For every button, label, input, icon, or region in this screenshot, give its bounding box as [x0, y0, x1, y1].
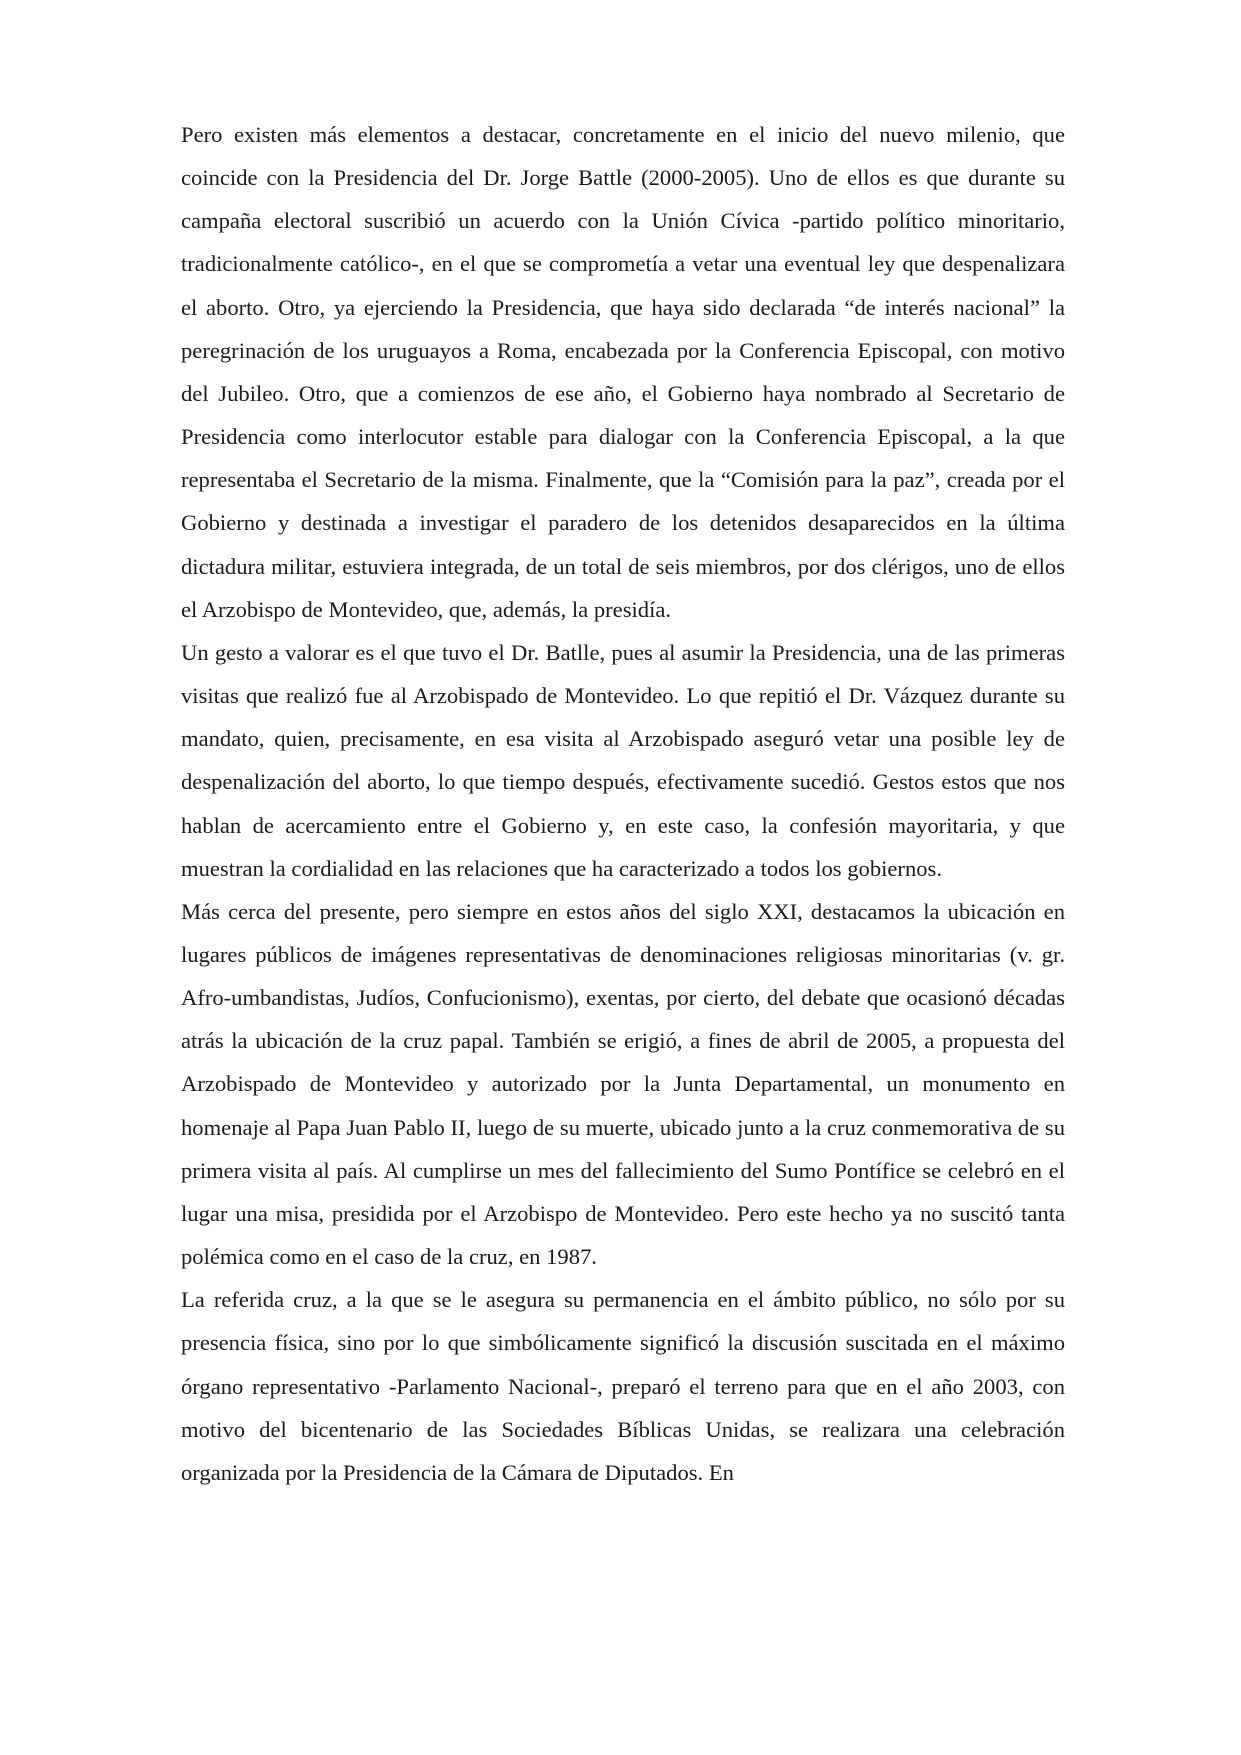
- paragraph-1: Pero existen más elementos a destacar, concretamente en el inicio del nuevo milenio, que coincide con la Presidencia del Dr. Jorge Battle (2000-2005). Uno de ellos es que durante su campaña electoral suscribió un acuerdo con la Unión Cívica -partido político minoritario, tradicionalmente católico-, en el que se comprometía a vetar una eventual ley que despenalizara el aborto. Otro, ya ejerciendo la Presidencia, que haya sido declarada “de interés nacional” la peregrinación de los uruguayos a Roma, encabezada por la Conferencia Episcopal, con motivo del Jubileo. Otro, que a comienzos de ese año, el Gobierno haya nombrado al Secretario de Presidencia como interlocutor estable para dialogar con la Conferencia Episcopal, a la que representaba el Secretario de la misma. Finalmente, que la “Comisión para la paz”, creada por el Gobierno y destinada a investigar el paradero de los detenidos desaparecidos en la última dictadura militar, estuviera integrada, de un total de seis miembros, por dos clérigos, uno de ellos el Arzobispo de Montevideo, que, además, la presidía.: [181, 122, 1065, 622]
- paragraph-4: La referida cruz, a la que se le asegura su permanencia en el ámbito público, no sólo por su presencia física, sino por lo que simbólicamente significó la discusión suscitada en el máximo órgano representativo -Parlamento Nacional-, preparó el terreno para que en el año 2003, con motivo del bicentenario de las Sociedades Bíblicas Unidas, se realizara una celebración organizada por la Presidencia de la Cámara de Diputados. En: [181, 1287, 1065, 1485]
- paragraph-3: Más cerca del presente, pero siempre en estos años del siglo XXI, destacamos la ubicación en lugares públicos de imágenes representativas de denominaciones religiosas minoritarias (v. gr. Afro-umbandistas, Judíos, Confucionismo), exentas, por cierto, del debate que ocasionó décadas atrás la ubicación de la cruz papal. También se erigió, a fines de abril de 2005, a propuesta del Arzobispado de Montevideo y autorizado por la Junta Departamental, un monumento en homenaje al Papa Juan Pablo II, luego de su muerte, ubicado junto a la cruz conmemorativa de su primera visita al país. Al cumplirse un mes del fallecimiento del Sumo Pontífice se celebró en el lugar una misa, presidida por el Arzobispo de Montevideo. Pero este hecho ya no suscitó tanta polémica como en el caso de la cruz, en 1987.: [181, 898, 1065, 1270]
- paragraph-2: Un gesto a valorar es el que tuvo el Dr. Batlle, pues al asumir la Presidencia, una de las primeras visitas que realizó fue al Arzobispado de Montevideo. Lo que repitió el Dr. Vázquez durante su mandato, quien, precisamente, en esa visita al Arzobispado aseguró vetar una posible ley de despenalización del aborto, lo que tiempo después, efectivamente sucedió. Gestos estos que nos hablan de acercamiento entre el Gobierno y, en este caso, la confesión mayoritaria, y que muestran la cordialidad en las relaciones que ha caracterizado a todos los gobiernos.: [181, 639, 1065, 881]
